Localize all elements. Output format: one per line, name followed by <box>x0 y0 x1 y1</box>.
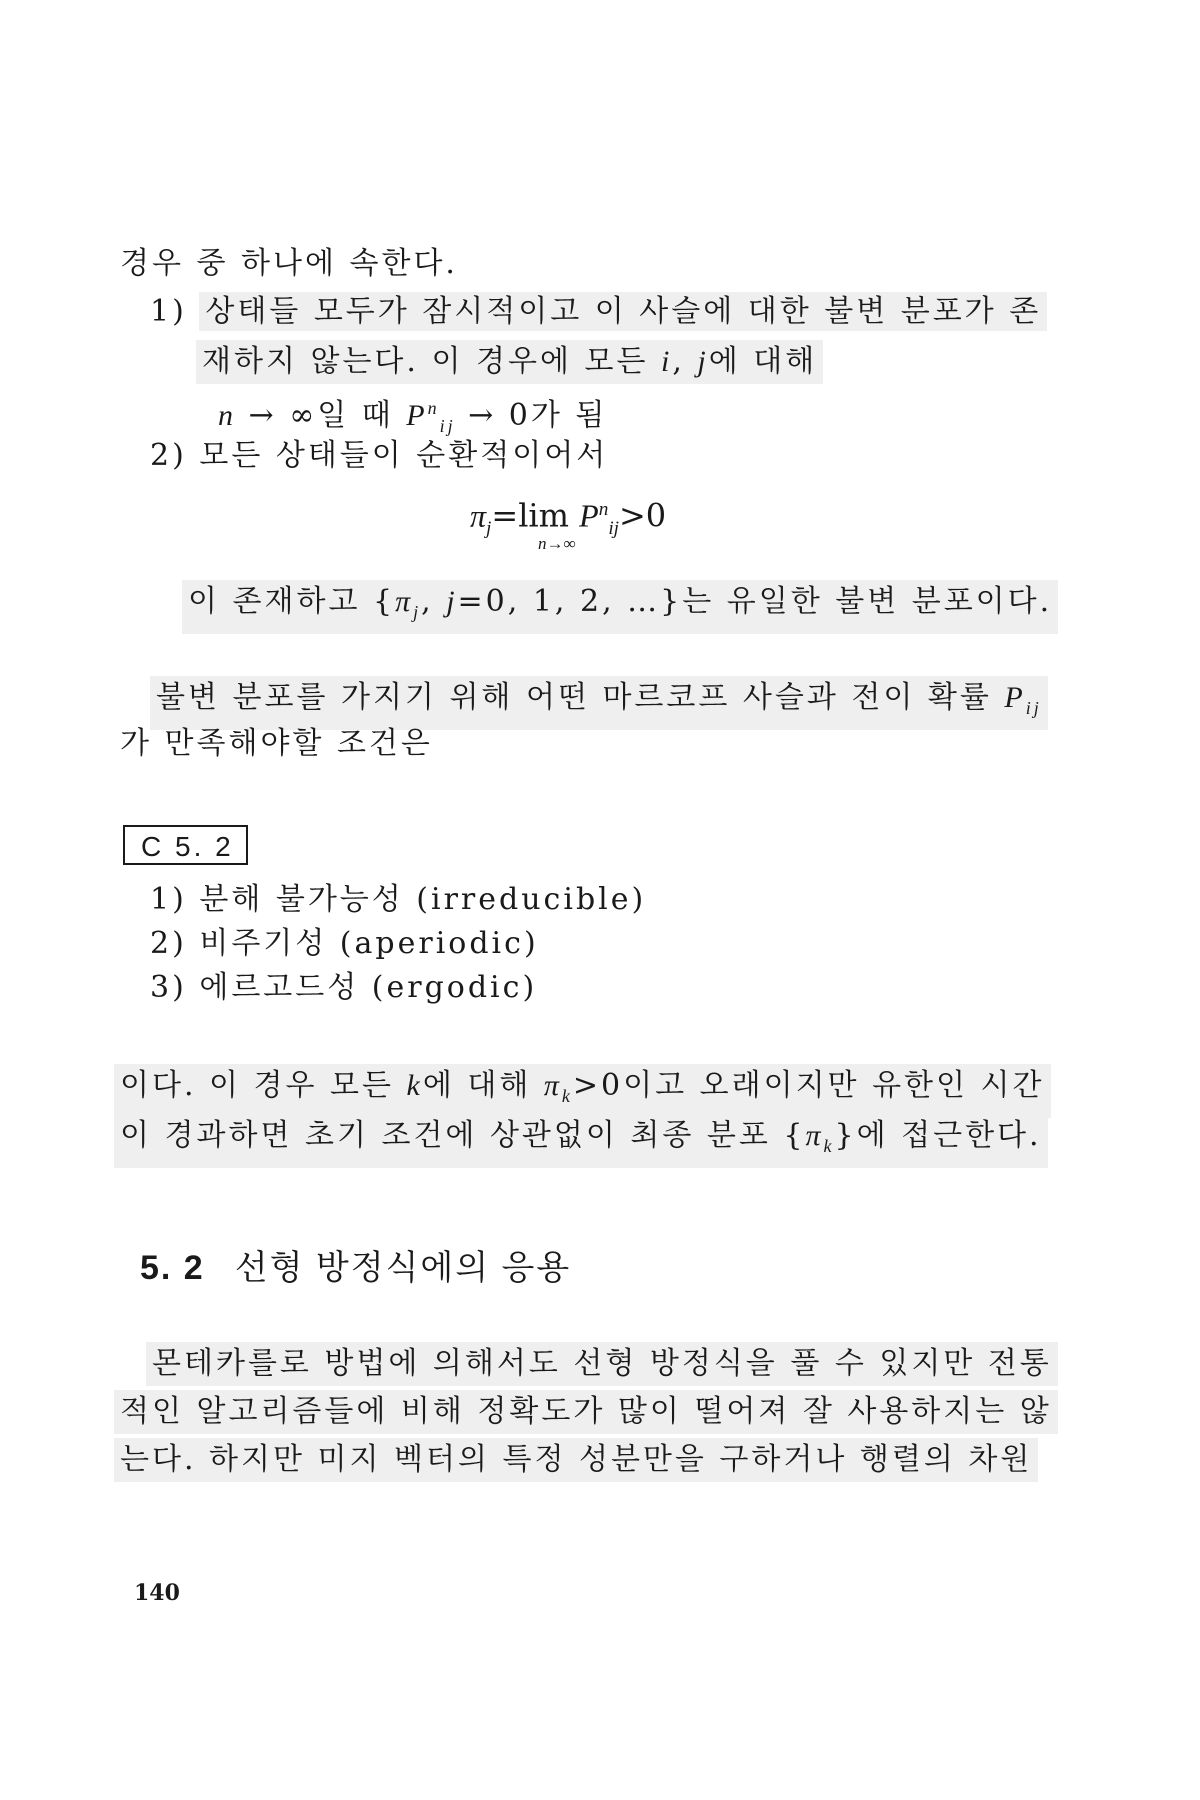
page-number: 140 <box>134 1580 180 1606</box>
line-3-post: 에 대해 <box>708 344 818 379</box>
line-10-mid: 에 대해 <box>422 1068 544 1103</box>
eq-gt-zero: >0 <box>618 496 667 535</box>
condition-number: 2) <box>150 926 187 961</box>
line-7-comma: , <box>421 584 447 619</box>
sub-k: k <box>561 1086 573 1106</box>
var-i: i <box>660 345 673 378</box>
line-3-pre: 재하지 않는다. 이 경우에 모든 <box>202 344 661 379</box>
condition-text: 에르고드성 (ergodic) <box>199 970 538 1005</box>
line-8-pre: 불변 분포를 가지기 위해 어떤 마르코프 사슬과 전이 확률 <box>156 680 1005 715</box>
paragraph-line-1 <box>146 1342 1058 1386</box>
var-P-ij: P <box>1004 681 1026 714</box>
line-1-text: 경우 중 하나에 속한다. <box>120 246 458 281</box>
var-k: k <box>406 1069 423 1102</box>
line-3-comma: , <box>672 344 698 379</box>
eq-lim: lim <box>518 496 569 535</box>
line-4-post: → 0가 됨 <box>455 398 608 433</box>
line-7-pre: 이 존재하고 { <box>188 584 396 619</box>
list-number-2: 2) <box>150 438 187 473</box>
condition-number: 1) <box>150 882 187 917</box>
line-7-post: =0, 1, 2, …}는 유일한 불변 분포이다. <box>457 584 1053 619</box>
var-n: n <box>218 399 236 432</box>
eq-sub-ij: ij <box>608 518 619 540</box>
sub-ij-2: ij <box>1025 698 1042 718</box>
sup-n: n <box>427 398 440 418</box>
line-10-pre: 이다. 이 경우 모든 <box>120 1068 407 1103</box>
var-pi-k-2: π <box>805 1119 824 1152</box>
sub-k-2: k <box>823 1136 835 1156</box>
sub-j: j <box>413 602 422 622</box>
text-line-8 <box>150 676 1048 730</box>
section-number: 5. 2 <box>140 1249 205 1287</box>
line-11-pre: 이 경과하면 초기 조건에 상관없이 최종 분포 { <box>120 1118 806 1153</box>
list-number-1: 1) <box>150 294 187 329</box>
text-line-2 <box>150 292 1047 332</box>
limit-equation <box>470 490 730 564</box>
section-title: 선형 방정식에의 응용 <box>234 1249 572 1287</box>
text-line-3 <box>196 340 823 384</box>
condition-text: 분해 불가능성 (irreducible) <box>199 882 647 917</box>
sub-ij: ij <box>439 416 456 436</box>
condition-item-3 <box>150 968 537 1008</box>
line-11-post: }에 접근한다. <box>834 1118 1042 1153</box>
line-9-text: 가 만족해야할 조건은 <box>120 726 433 761</box>
paragraph-line-3-text: 는다. 하지만 미지 벡터의 특정 성분만을 구하거나 행렬의 차원 <box>120 1442 1033 1477</box>
condition-item-2 <box>150 924 539 964</box>
condition-number: 3) <box>150 970 187 1005</box>
text-line-11 <box>114 1114 1048 1168</box>
text-line-7 <box>182 580 1058 634</box>
eq-pi: π <box>470 497 487 534</box>
text-line-9 <box>120 724 433 764</box>
var-pi-j: π <box>395 585 414 618</box>
line-4-arrow: → ∞일 때 <box>236 398 407 433</box>
section-heading <box>140 1245 571 1291</box>
condition-text: 비주기성 (aperiodic) <box>199 926 539 961</box>
var-j: j <box>697 345 709 378</box>
paragraph-line-2 <box>114 1390 1058 1434</box>
line-5-text: 모든 상태들이 순환적이어서 <box>199 438 609 473</box>
paragraph-line-1-text: 몬테카를로 방법에 의해서도 선형 방정식을 풀 수 있지만 전통 <box>152 1346 1052 1381</box>
text-line-1 <box>120 244 458 284</box>
var-pi-k: π <box>543 1069 562 1102</box>
text-line-10 <box>114 1064 1051 1118</box>
eq-equals: = <box>491 496 519 535</box>
paragraph-line-2-text: 적인 알고리즘들에 비해 정확도가 많이 떨어져 잘 사용하지는 않 <box>120 1394 1052 1429</box>
condition-box-label: C 5. 2 <box>123 825 248 865</box>
var-P: P <box>406 399 428 432</box>
text-line-5 <box>150 436 608 476</box>
condition-item-1 <box>150 880 646 920</box>
eq-sub-j: j <box>486 518 492 540</box>
var-j-index: j <box>446 585 458 618</box>
eq-limit-subscript: n→∞ <box>538 534 576 553</box>
paragraph-line-3 <box>114 1438 1038 1482</box>
eq-P: P <box>579 497 599 534</box>
line-10-post: >0이고 오래이지만 유한인 시간 <box>572 1068 1045 1103</box>
eq-sup-n: n <box>598 499 609 520</box>
line-2-text: 상태들 모두가 잠시적이고 이 사슬에 대한 불변 분포가 존 <box>199 292 1047 331</box>
